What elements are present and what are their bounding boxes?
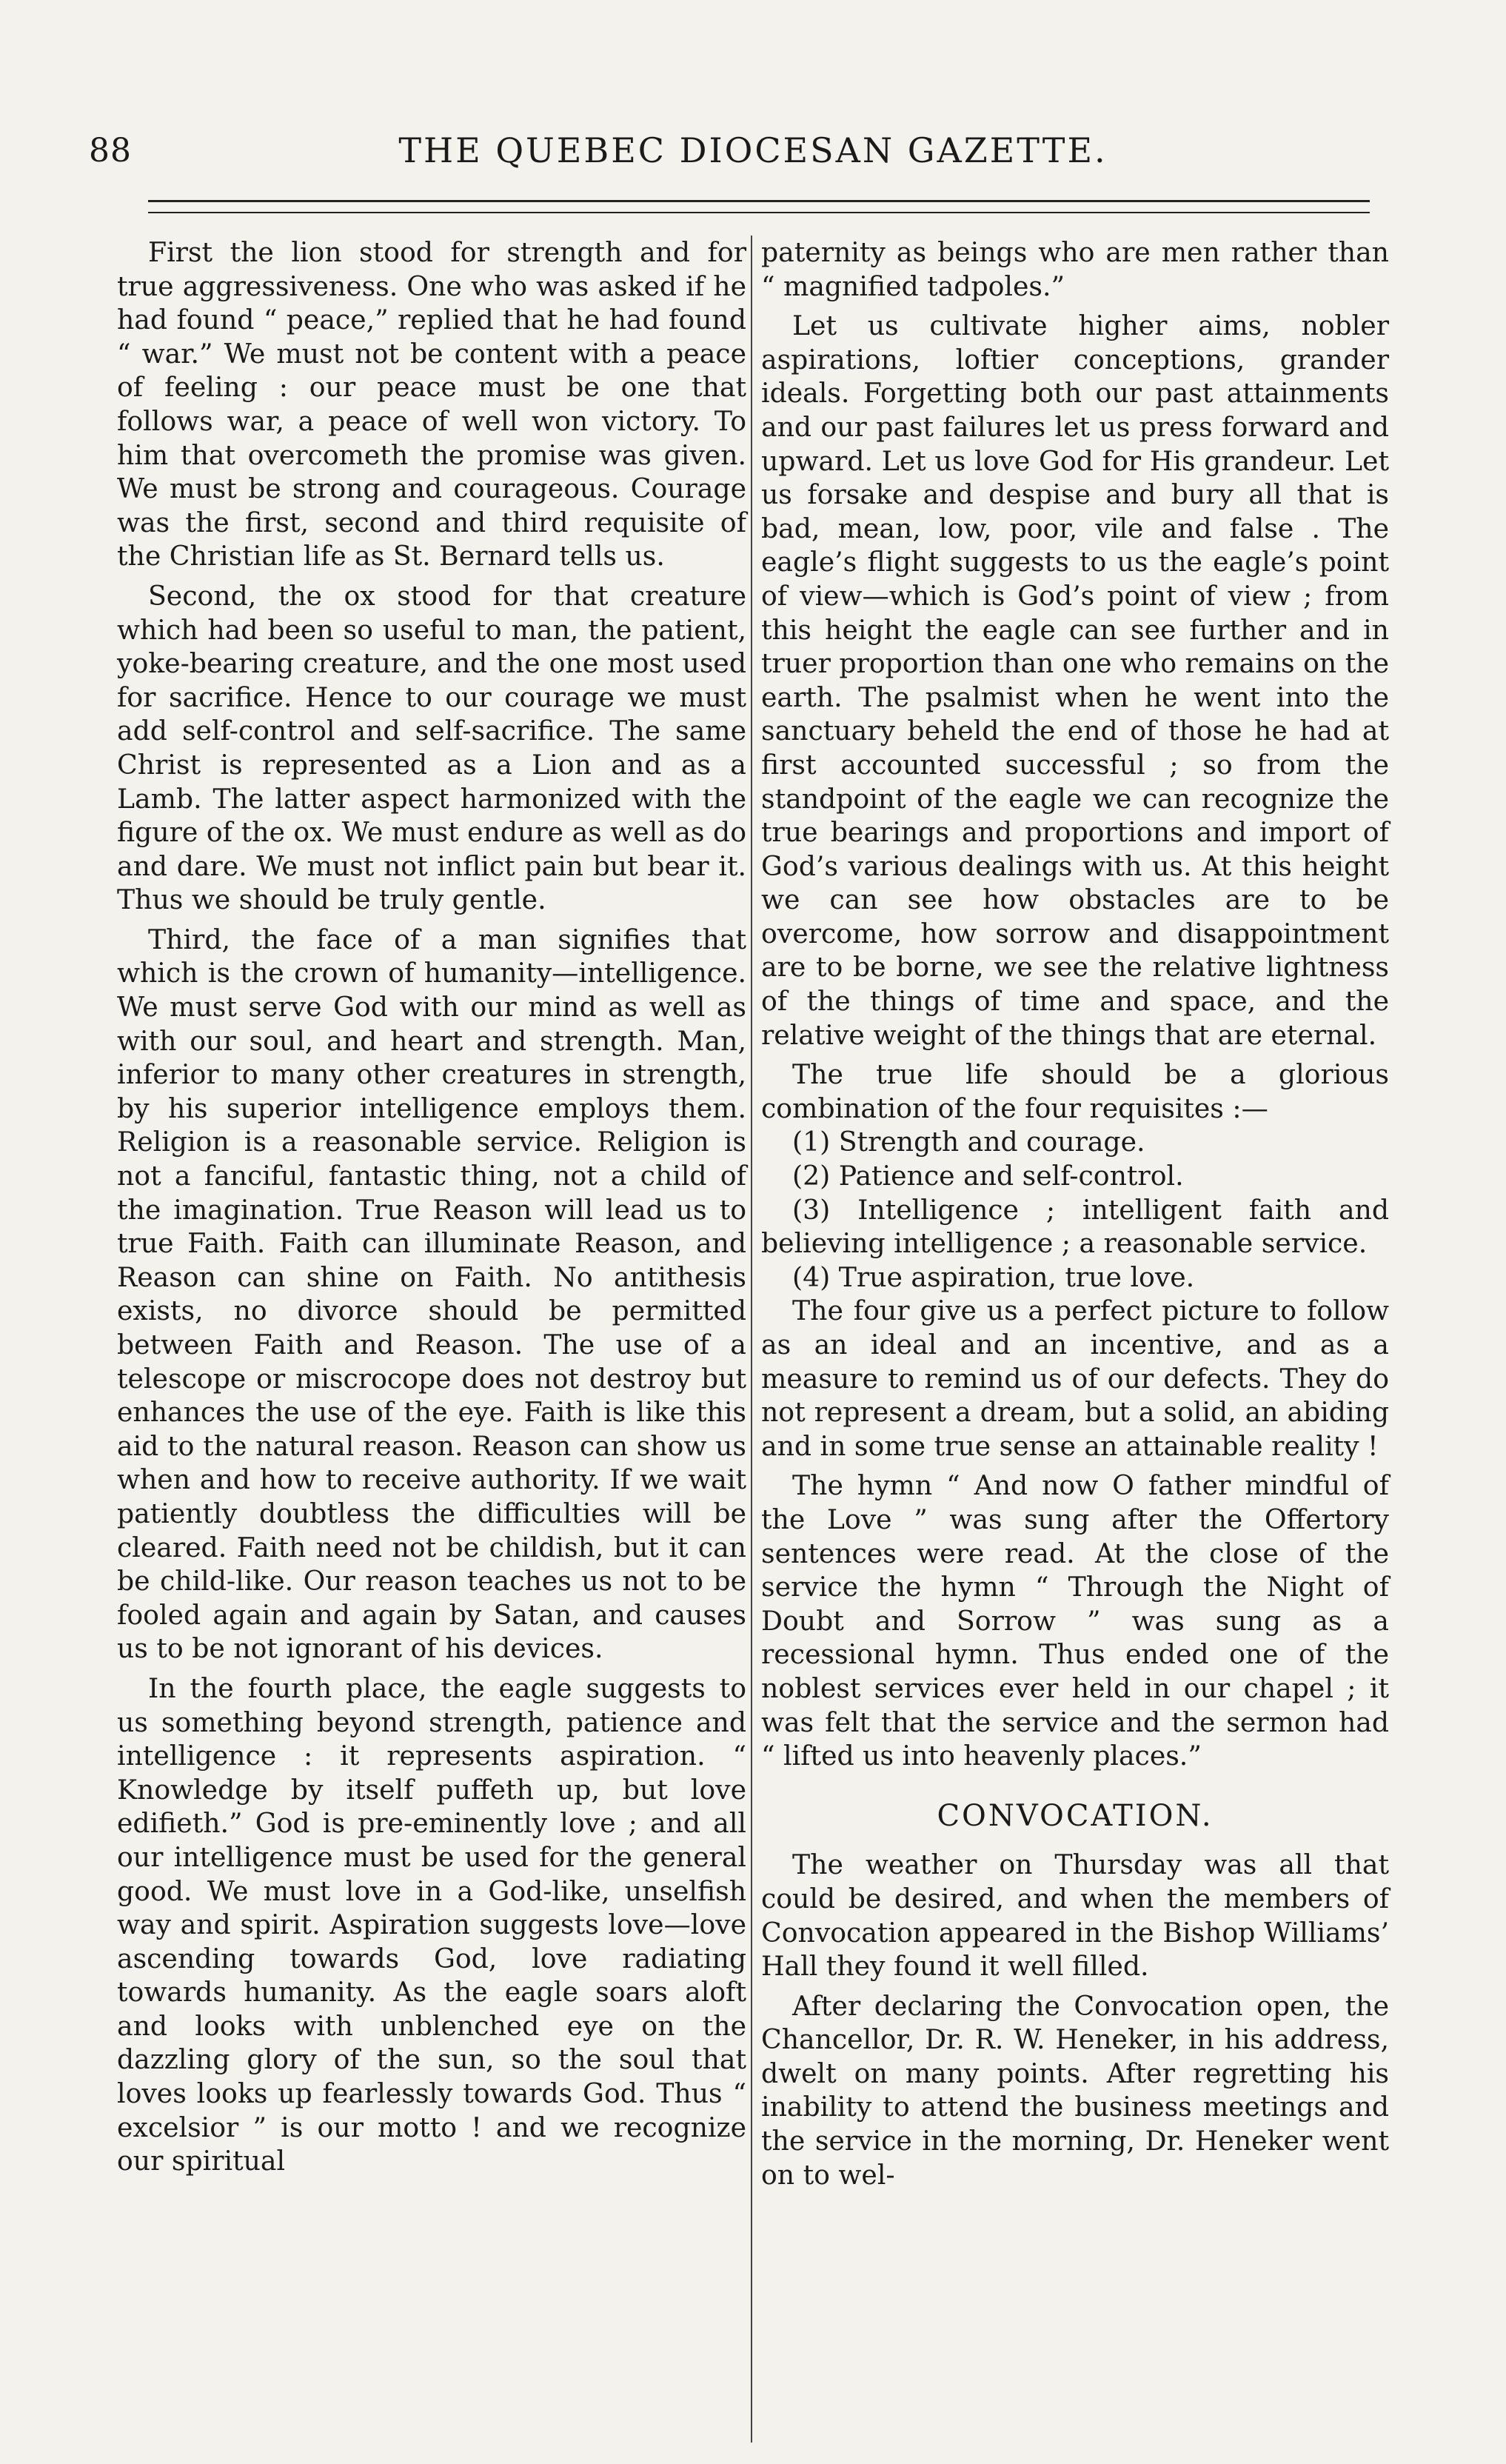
- paragraph-eagle: In the fourth place, the eagle suggests to us something beyond strength, patience and intelligence : it represents aspiration. “ Knowledge by itself puffeth up, but love edifieth.” God is pre-eminently love ; and all our intelligence must be used for the general good. We must love in a God-like, unselfish way and spirit. Aspiration suggests love—love ascending towards God, love radiating towards humanity. As the eagle soars aloft and looks with unblenched eye on the dazzling glory of the sun, so the soul that loves looks up fearlessly towards God. Thus “ excelsior ” is our motto ! and we recognize our spiritual: [117, 1672, 746, 2177]
- left-column: [117, 236, 746, 2184]
- list-item: (4) True aspiration, true love.: [792, 1261, 1195, 1293]
- page-number: 88: [89, 132, 132, 170]
- paragraph-requisites-intro: The true life should be a glorious combination of the four requisites :—: [761, 1058, 1389, 1124]
- list-item: (2) Patience and self-control.: [792, 1160, 1184, 1192]
- paragraph-lion: First the lion stood for strength and for true aggressiveness. One who was asked if he had found “ peace,” replied that he had found “ war.” We must not be content with a peace of feeling : our peace must be one that follows war, a peace of well won victory. To him that overcometh the promise was given. We must be strong and courageous. Courage was the first, second and third requisite of the Christian life as St. Bernard tells us.: [117, 236, 746, 572]
- column-divider: [751, 236, 752, 2443]
- list-item: (3) Intelligence ; intelligent faith and believing intelligence ; a reasonable service.: [761, 1193, 1389, 1260]
- paragraph-chancellor: After declaring the Convocation open, the Chancellor, Dr. R. W. Heneker, in his address, dwelt on many points. After regretting his inability to attend the business meetings and the service in the morning, Dr. Heneker went on to wel-: [761, 1989, 1389, 2191]
- paragraph-weather: The weather on Thursday was all that could be desired, and when the members of Convocation appeared in the Bishop Williams’ Hall they found it well filled.: [761, 1849, 1389, 1983]
- header-rule-thick: [148, 200, 1370, 202]
- paragraph-continuation: paternity as beings who are men rather than “ magnified tadpoles.”: [761, 236, 1389, 302]
- paragraph-ox: Second, the ox stood for that creature which had been so useful to man, the patient, yoke-bearing creature, and the one most used for sacrifice. Hence to our courage we must add self-control and self-sacrifice. The same Christ is represented as a Lion and as a Lamb. The latter aspect harmonized with the figure of the ox. We must endure as well as do and dare. We must not inflict pain but bear it. Thus we should be truly gentle.: [117, 579, 746, 916]
- running-title: THE QUEBEC DIOCESAN GAZETTE.: [398, 130, 1108, 170]
- paragraph-aims: Let us cultivate higher aims, nobler aspirations, loftier conceptions, grander ideals. Forgetting both our past attainments and our past failures let us press forward and upward. Let us love God for His grandeur. Let us forsake and despise and bury all that is bad, mean, low, poor, vile and false . The eagle’s flight suggests to us the eagle’s point of view—which is God’s point of view ; from this height the eagle can see further and in truer proportion than one who remains on the earth. The psalmist when he went into the sanctuary beheld the end of those he had at first accounted successful ; so from the standpoint of the eagle we can recognize the true bearings and proportions and import of God’s various dealings with us. At this height we can see how obstacles are to be overcome, how sorrow and disappointment are to be borne, we see the relative lightness of the things of time and space, and the relative weight of the things that are eternal.: [761, 310, 1389, 1051]
- paragraph-hymn: The hymn “ And now O father mindful of the Love ” was sung after the Offertory sentences were read. At the close of the service the hymn “ Through the Night of Doubt and Sorrow ” was sung as a recessional hymn. Thus ended one of the noblest services ever held in our chapel ; it was felt that the service and the sermon had “ lifted us into heavenly places.”: [761, 1469, 1389, 1772]
- right-column: [761, 236, 1389, 2197]
- header-rule-thin: [148, 212, 1370, 213]
- list-item: (1) Strength and courage.: [792, 1126, 1145, 1158]
- section-heading-convocation: CONVOCATION.: [937, 1798, 1214, 1833]
- paragraph-man: Third, the face of a man signifies that which is the crown of humanity—intelligence. We must serve God with our mind as well as with our soul, and heart and strength. Man, inferior to many other creatures in strength, by his superior intelligence employs them. Religion is a reasonable service. Religion is not a fanciful, fantastic thing, not a child of the imagination. True Reason will lead us to true Faith. Faith can illuminate Reason, and Reason can shine on Faith. No antithesis exists, no divorce should be permitted between Faith and Reason. The use of a telescope or miscrocope does not destroy but enhances the use of the eye. Faith is like this aid to the natural reason. Reason can show us when and how to receive authority. If we wait patiently doubtless the difficulties will be cleared. Faith need not be childish, but it can be child-like. Our reason teaches us not to be fooled again and again by Satan, and causes us to be not ignorant of his devices.: [117, 923, 746, 1665]
- paragraph-four-picture: The four give us a perfect picture to follow as an ideal and an incentive, and as a measure to remind us of our defects. They do not represent a dream, but a solid, an abiding and in some true sense an attainable reality !: [761, 1295, 1389, 1462]
